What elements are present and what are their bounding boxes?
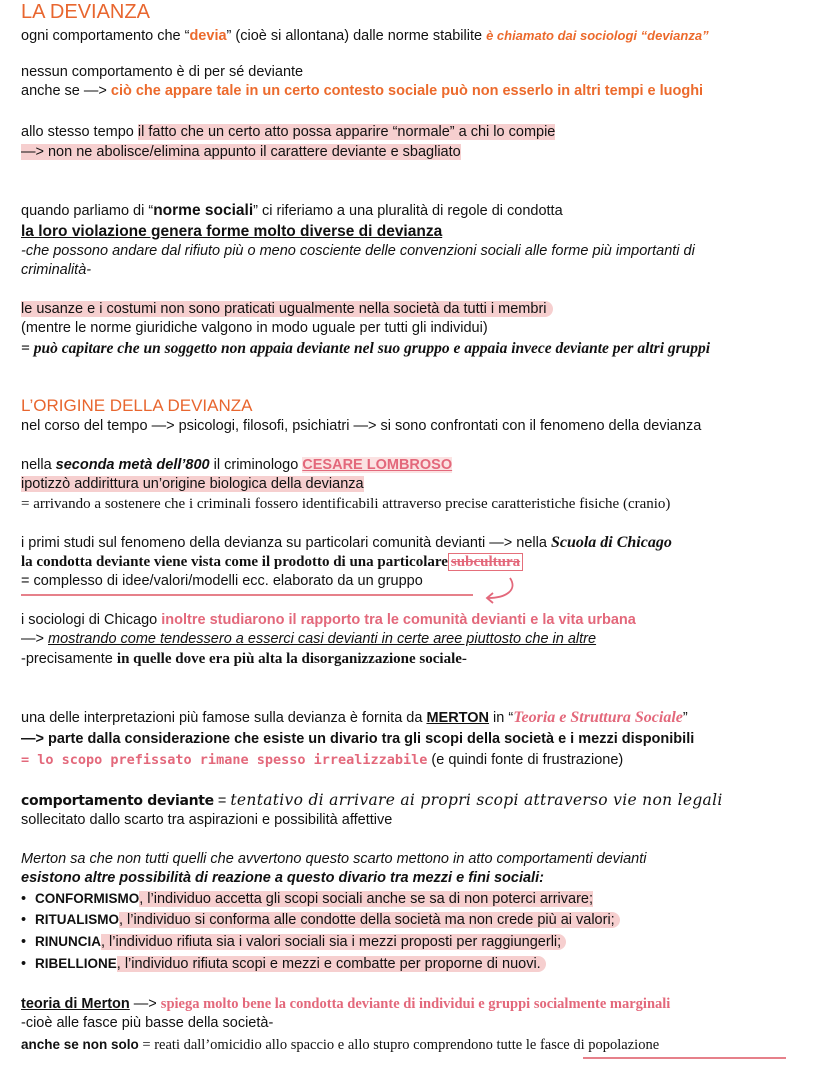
highlight: il fatto che un certo atto possa apparire “normale” a chi lo compie bbox=[137, 124, 556, 140]
emphasis: spiega molto bene la condotta deviante di individui e gruppi socialmente marginali bbox=[160, 996, 671, 1012]
underline-rule bbox=[21, 594, 473, 596]
text: -precisamente bbox=[21, 651, 117, 667]
highlight: le usanze e i costumi non sono praticati ugualmente nella società da tutti i membri bbox=[21, 301, 553, 317]
name-lombroso: CESARE LOMBROSO bbox=[302, 457, 453, 473]
teoria-line-3 bbox=[21, 1035, 659, 1055]
scuola-chicago: Scuola di Chicago bbox=[550, 534, 672, 551]
highlight: —> non ne abolisce/elimina appunto il carattere deviante e sbagliato bbox=[21, 144, 461, 160]
list-item bbox=[21, 932, 566, 952]
merton-line-5: sollecitato dallo scarto tra aspirazioni e possibilità affettive bbox=[21, 812, 393, 828]
text: i primi studi sul fenomeno della devianza su particolari comunità devianti —> nella bbox=[21, 535, 551, 551]
text: ” ci riferiamo a una pluralità di regole di condotta bbox=[253, 203, 563, 219]
text: allo stesso tempo bbox=[21, 124, 138, 140]
origine-line-2 bbox=[21, 456, 452, 475]
curved-arrow-icon bbox=[478, 576, 518, 606]
term-norme: norme sociali bbox=[153, 202, 254, 219]
definition: è chiamato dai sociologi “devianza” bbox=[486, 28, 709, 43]
highlight: ipotizzò addirittura un’origine biologica della devianza bbox=[21, 476, 364, 492]
norme-line-2: la loro violazione genera forme molto diverse di devianza bbox=[21, 223, 443, 240]
intro-line-3 bbox=[21, 82, 703, 101]
section-title-origine: L’ORIGINE DELLA DEVIANZA bbox=[21, 396, 253, 415]
intro-line-2: nessun comportamento è di per sé deviante bbox=[21, 64, 304, 80]
list-item bbox=[21, 954, 546, 974]
origine-line-3 bbox=[21, 475, 364, 494]
name-merton: MERTON bbox=[426, 710, 490, 726]
emphasis: = lo scopo prefissato rimane spesso irrealizzabile bbox=[21, 752, 428, 768]
origine-line-9 bbox=[21, 630, 596, 649]
origine-line-6 bbox=[21, 553, 523, 572]
origine-line-7: = complesso di idee/valori/modelli ecc. elaborato da un gruppo bbox=[21, 573, 423, 589]
text: quando parliamo di “ bbox=[21, 203, 154, 219]
text: una delle interpretazioni più famose sulla devianza è fornita da bbox=[21, 710, 427, 726]
text: ogni comportamento che “ bbox=[21, 28, 190, 44]
text: ” (cioè si allontana) dalle norme stabilite bbox=[226, 28, 487, 44]
item-name: RINUNCIA bbox=[35, 934, 101, 949]
origine-line-10 bbox=[21, 650, 467, 669]
list-item bbox=[21, 910, 620, 930]
text: = bbox=[213, 793, 231, 809]
list-item bbox=[21, 889, 593, 909]
book-title: Teoria e Struttura Sociale bbox=[513, 709, 683, 726]
item-text: , l’individuo rifiuta sia i valori sociali sia i mezzi proposti per raggiungerli; bbox=[101, 934, 566, 950]
intro-line-4 bbox=[21, 123, 555, 142]
merton-line-1 bbox=[21, 708, 688, 728]
text: —> bbox=[21, 631, 48, 647]
text: anche se —> bbox=[21, 83, 111, 99]
page-title: LA DEVIANZA bbox=[21, 1, 150, 23]
subcultura-box: subcultura bbox=[448, 553, 523, 571]
text: nella bbox=[21, 457, 56, 473]
text: —> bbox=[129, 996, 161, 1012]
emphasis: ciò che appare tale in un certo contesto sociale può non esserlo in altri tempi e luoghi bbox=[110, 83, 704, 99]
text: (e quindi fonte di frustrazione) bbox=[427, 752, 624, 768]
origine-line-8 bbox=[21, 611, 636, 630]
merton-line-7: esistono altre possibilità di reazione a questo divario tra mezzi e fini sociali: bbox=[21, 870, 544, 886]
item-name: RITUALISMO bbox=[35, 912, 119, 927]
item-text: , l’individuo si conforma alle condotte della società ma non crede più ai valori; bbox=[119, 912, 620, 928]
merton-line-3 bbox=[21, 751, 623, 770]
intro-line-5 bbox=[21, 143, 461, 162]
teoria-line-2: -cioè alle fasce più basse della società- bbox=[21, 1015, 274, 1031]
text: ” bbox=[682, 710, 688, 726]
emphasis: in quelle dove era più alta la disorganizzazione sociale- bbox=[116, 651, 467, 667]
intro-line-1 bbox=[21, 26, 709, 46]
term-devia: devia bbox=[189, 28, 227, 44]
text: in “ bbox=[489, 710, 514, 726]
term-teoria: teoria di Merton bbox=[21, 996, 130, 1012]
item-name: RIBELLIONE bbox=[35, 956, 117, 971]
origine-line-5 bbox=[21, 533, 672, 553]
norme-line-7: = può capitare che un soggetto non appaia deviante nel suo gruppo e appaia invece deviante per altri gruppi bbox=[21, 340, 711, 357]
item-text: , l’individuo rifiuta scopi e mezzi e combatte per proporne di nuovi. bbox=[117, 956, 546, 972]
text: il criminologo bbox=[209, 457, 303, 473]
norme-line-5 bbox=[21, 300, 553, 319]
text: i sociologi di Chicago bbox=[21, 612, 162, 628]
norme-line-1 bbox=[21, 201, 563, 221]
norme-line-4: criminalità- bbox=[21, 262, 92, 278]
norme-line-6: (mentre le norme giuridiche valgono in modo uguale per tutti gli individui) bbox=[21, 320, 488, 336]
emphasis: mostrando come tendessero a esserci casi devianti in certe aree piuttosto che in altre bbox=[48, 631, 597, 647]
term-anche: anche se non solo bbox=[21, 1037, 139, 1052]
text: la condotta deviante viene vista come il prodotto di una particolare bbox=[21, 554, 448, 570]
merton-line-4 bbox=[21, 791, 723, 811]
term-comportamento: comportamento deviante bbox=[21, 793, 214, 809]
origine-line-1: nel corso del tempo —> psicologi, filosofi, psichiatri —> si sono confrontati con il fenomeno della devianza bbox=[21, 418, 702, 434]
text: = reati dall’omicidio allo spaccio e allo stupro comprendono tutte le fasce di popolazione bbox=[138, 1037, 660, 1053]
origine-line-4: = arrivando a sostenere che i criminali fossero identificabili attraverso precise caratteristiche fisiche (cranio) bbox=[21, 496, 671, 512]
merton-line-6: Merton sa che non tutti quelli che avvertono questo scarto mettono in atto comportamenti devianti bbox=[21, 851, 647, 867]
emphasis: seconda metà dell’800 bbox=[55, 457, 210, 473]
emphasis: inoltre studiarono il rapporto tra le comunità devianti e la vita urbana bbox=[161, 612, 636, 628]
norme-line-3: -che possono andare dal rifiuto più o meno cosciente delle convenzioni sociali alle forme più importanti di bbox=[21, 243, 695, 259]
merton-line-2: —> parte dalla considerazione che esiste un divario tra gli scopi della società e i mezzi disponibili bbox=[21, 731, 695, 747]
teoria-line-1 bbox=[21, 995, 670, 1014]
item-name: CONFORMISMO bbox=[35, 891, 140, 906]
handwritten-definition: tentativo di arrivare ai propri scopi attraverso vie non legali bbox=[230, 791, 723, 809]
underline-rule bbox=[583, 1057, 786, 1059]
item-text: , l’individuo accetta gli scopi sociali anche se sa di non poterci arrivare; bbox=[139, 891, 594, 907]
